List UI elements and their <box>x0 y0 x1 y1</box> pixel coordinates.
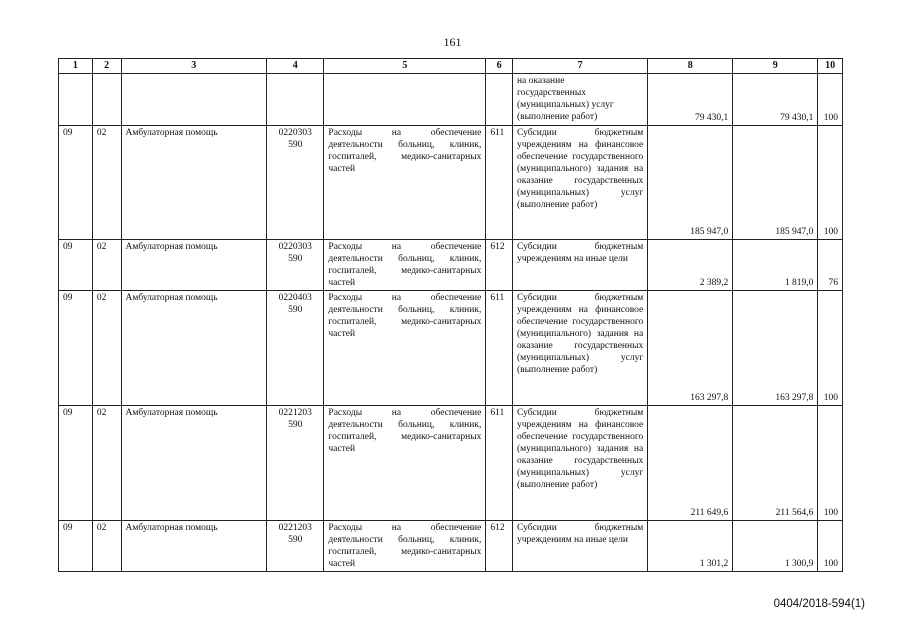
cell-section: 09 <box>59 406 93 521</box>
cell-section: 09 <box>59 126 93 240</box>
cell-expense-description: на оказание государственных (муниципальных) услуг (выполнение работ) <box>512 74 647 126</box>
cell-description: Расходы на обеспечение деятельности больниц, клиник, госпиталей, медико-санитарных частей <box>324 126 486 240</box>
cell-subsection: 02 <box>92 291 121 406</box>
cell-target-code: 0221203 590 <box>267 406 324 521</box>
cell-percent: 100 <box>818 291 843 406</box>
cell-target-code: 0221203 590 <box>267 521 324 572</box>
table-row <box>59 406 843 521</box>
cell-expense-description: Субсидии бюджетным учреждениям на финансовое обеспечение государственного (муниципального) задания на оказание государственных (муниципальных) услуг (выполнение работ) <box>512 406 647 521</box>
cell-subsection: 02 <box>92 406 121 521</box>
cell-section: 09 <box>59 521 93 572</box>
cell-subsection: 02 <box>92 240 121 291</box>
cell-actual-amount: 1 819,0 <box>733 240 818 291</box>
cell-expense-description: Субсидии бюджетным учреждениям на финансовое обеспечение государственного (муниципального) задания на оказание государственных (муниципальных) услуг (выполнение работ) <box>512 126 647 240</box>
cell-expense-type: 612 <box>486 240 513 291</box>
col-header-7: 7 <box>512 59 647 74</box>
col-header-4: 4 <box>267 59 324 74</box>
document-code: 0404/2018-594(1) <box>773 598 865 610</box>
table-row <box>59 521 843 572</box>
header-row <box>59 59 843 74</box>
cell-description: Расходы на обеспечение деятельности больниц, клиник, госпиталей, медико-санитарных частей <box>324 406 486 521</box>
cell-planned-amount: 79 430,1 <box>648 74 733 126</box>
cell-planned-amount: 2 389,2 <box>648 240 733 291</box>
cell-section: 09 <box>59 291 93 406</box>
table-row <box>59 240 843 291</box>
col-header-1: 1 <box>59 59 93 74</box>
cell-expense-type <box>486 74 513 126</box>
cell-name: Амбулаторная помощь <box>121 291 267 406</box>
cell-expense-type: 612 <box>486 521 513 572</box>
cell-percent: 100 <box>818 74 843 126</box>
cell-subsection <box>92 74 121 126</box>
cell-planned-amount: 211 649,6 <box>648 406 733 521</box>
cell-actual-amount: 185 947,0 <box>733 126 818 240</box>
cell-name: Амбулаторная помощь <box>121 126 267 240</box>
cell-expense-description: Субсидии бюджетным учреждениям на иные цели <box>512 240 647 291</box>
cell-subsection: 02 <box>92 521 121 572</box>
cell-name: Амбулаторная помощь <box>121 240 267 291</box>
cell-section <box>59 74 93 126</box>
table-row <box>59 74 843 126</box>
cell-target-code: 0220303 590 <box>267 126 324 240</box>
cell-expense-type: 611 <box>486 126 513 240</box>
cell-percent: 100 <box>818 521 843 572</box>
cell-target-code: 0220303 590 <box>267 240 324 291</box>
cell-percent: 76 <box>818 240 843 291</box>
col-header-6: 6 <box>486 59 513 74</box>
cell-planned-amount: 163 297,8 <box>648 291 733 406</box>
col-header-3: 3 <box>121 59 267 74</box>
budget-table <box>58 58 843 572</box>
cell-expense-type: 611 <box>486 406 513 521</box>
col-header-2: 2 <box>92 59 121 74</box>
col-header-9: 9 <box>733 59 818 74</box>
cell-actual-amount: 163 297,8 <box>733 291 818 406</box>
col-header-5: 5 <box>324 59 486 74</box>
cell-description: Расходы на обеспечение деятельности больниц, клиник, госпиталей, медико-санитарных частей <box>324 291 486 406</box>
page-number: 161 <box>443 35 462 49</box>
table-row <box>59 126 843 240</box>
cell-actual-amount: 211 564,6 <box>733 406 818 521</box>
col-header-10: 10 <box>818 59 843 74</box>
cell-planned-amount: 185 947,0 <box>648 126 733 240</box>
cell-description: Расходы на обеспечение деятельности больниц, клиник, госпиталей, медико-санитарных частей <box>324 521 486 572</box>
cell-description: Расходы на обеспечение деятельности больниц, клиник, госпиталей, медико-санитарных частей <box>324 240 486 291</box>
cell-expense-description: Субсидии бюджетным учреждениям на финансовое обеспечение государственного (муниципального) задания на оказание государственных (муниципальных) услуг (выполнение работ) <box>512 291 647 406</box>
cell-section: 09 <box>59 240 93 291</box>
cell-target-code: 0220403 590 <box>267 291 324 406</box>
cell-description <box>324 74 486 126</box>
cell-name <box>121 74 267 126</box>
cell-planned-amount: 1 301,2 <box>648 521 733 572</box>
cell-expense-type: 611 <box>486 291 513 406</box>
table-row <box>59 291 843 406</box>
cell-name: Амбулаторная помощь <box>121 406 267 521</box>
cell-subsection: 02 <box>92 126 121 240</box>
col-header-8: 8 <box>648 59 733 74</box>
cell-name: Амбулаторная помощь <box>121 521 267 572</box>
cell-expense-description: Субсидии бюджетным учреждениям на иные цели <box>512 521 647 572</box>
cell-target-code <box>267 74 324 126</box>
cell-actual-amount: 79 430,1 <box>733 74 818 126</box>
cell-percent: 100 <box>818 406 843 521</box>
cell-actual-amount: 1 300,9 <box>733 521 818 572</box>
cell-percent: 100 <box>818 126 843 240</box>
